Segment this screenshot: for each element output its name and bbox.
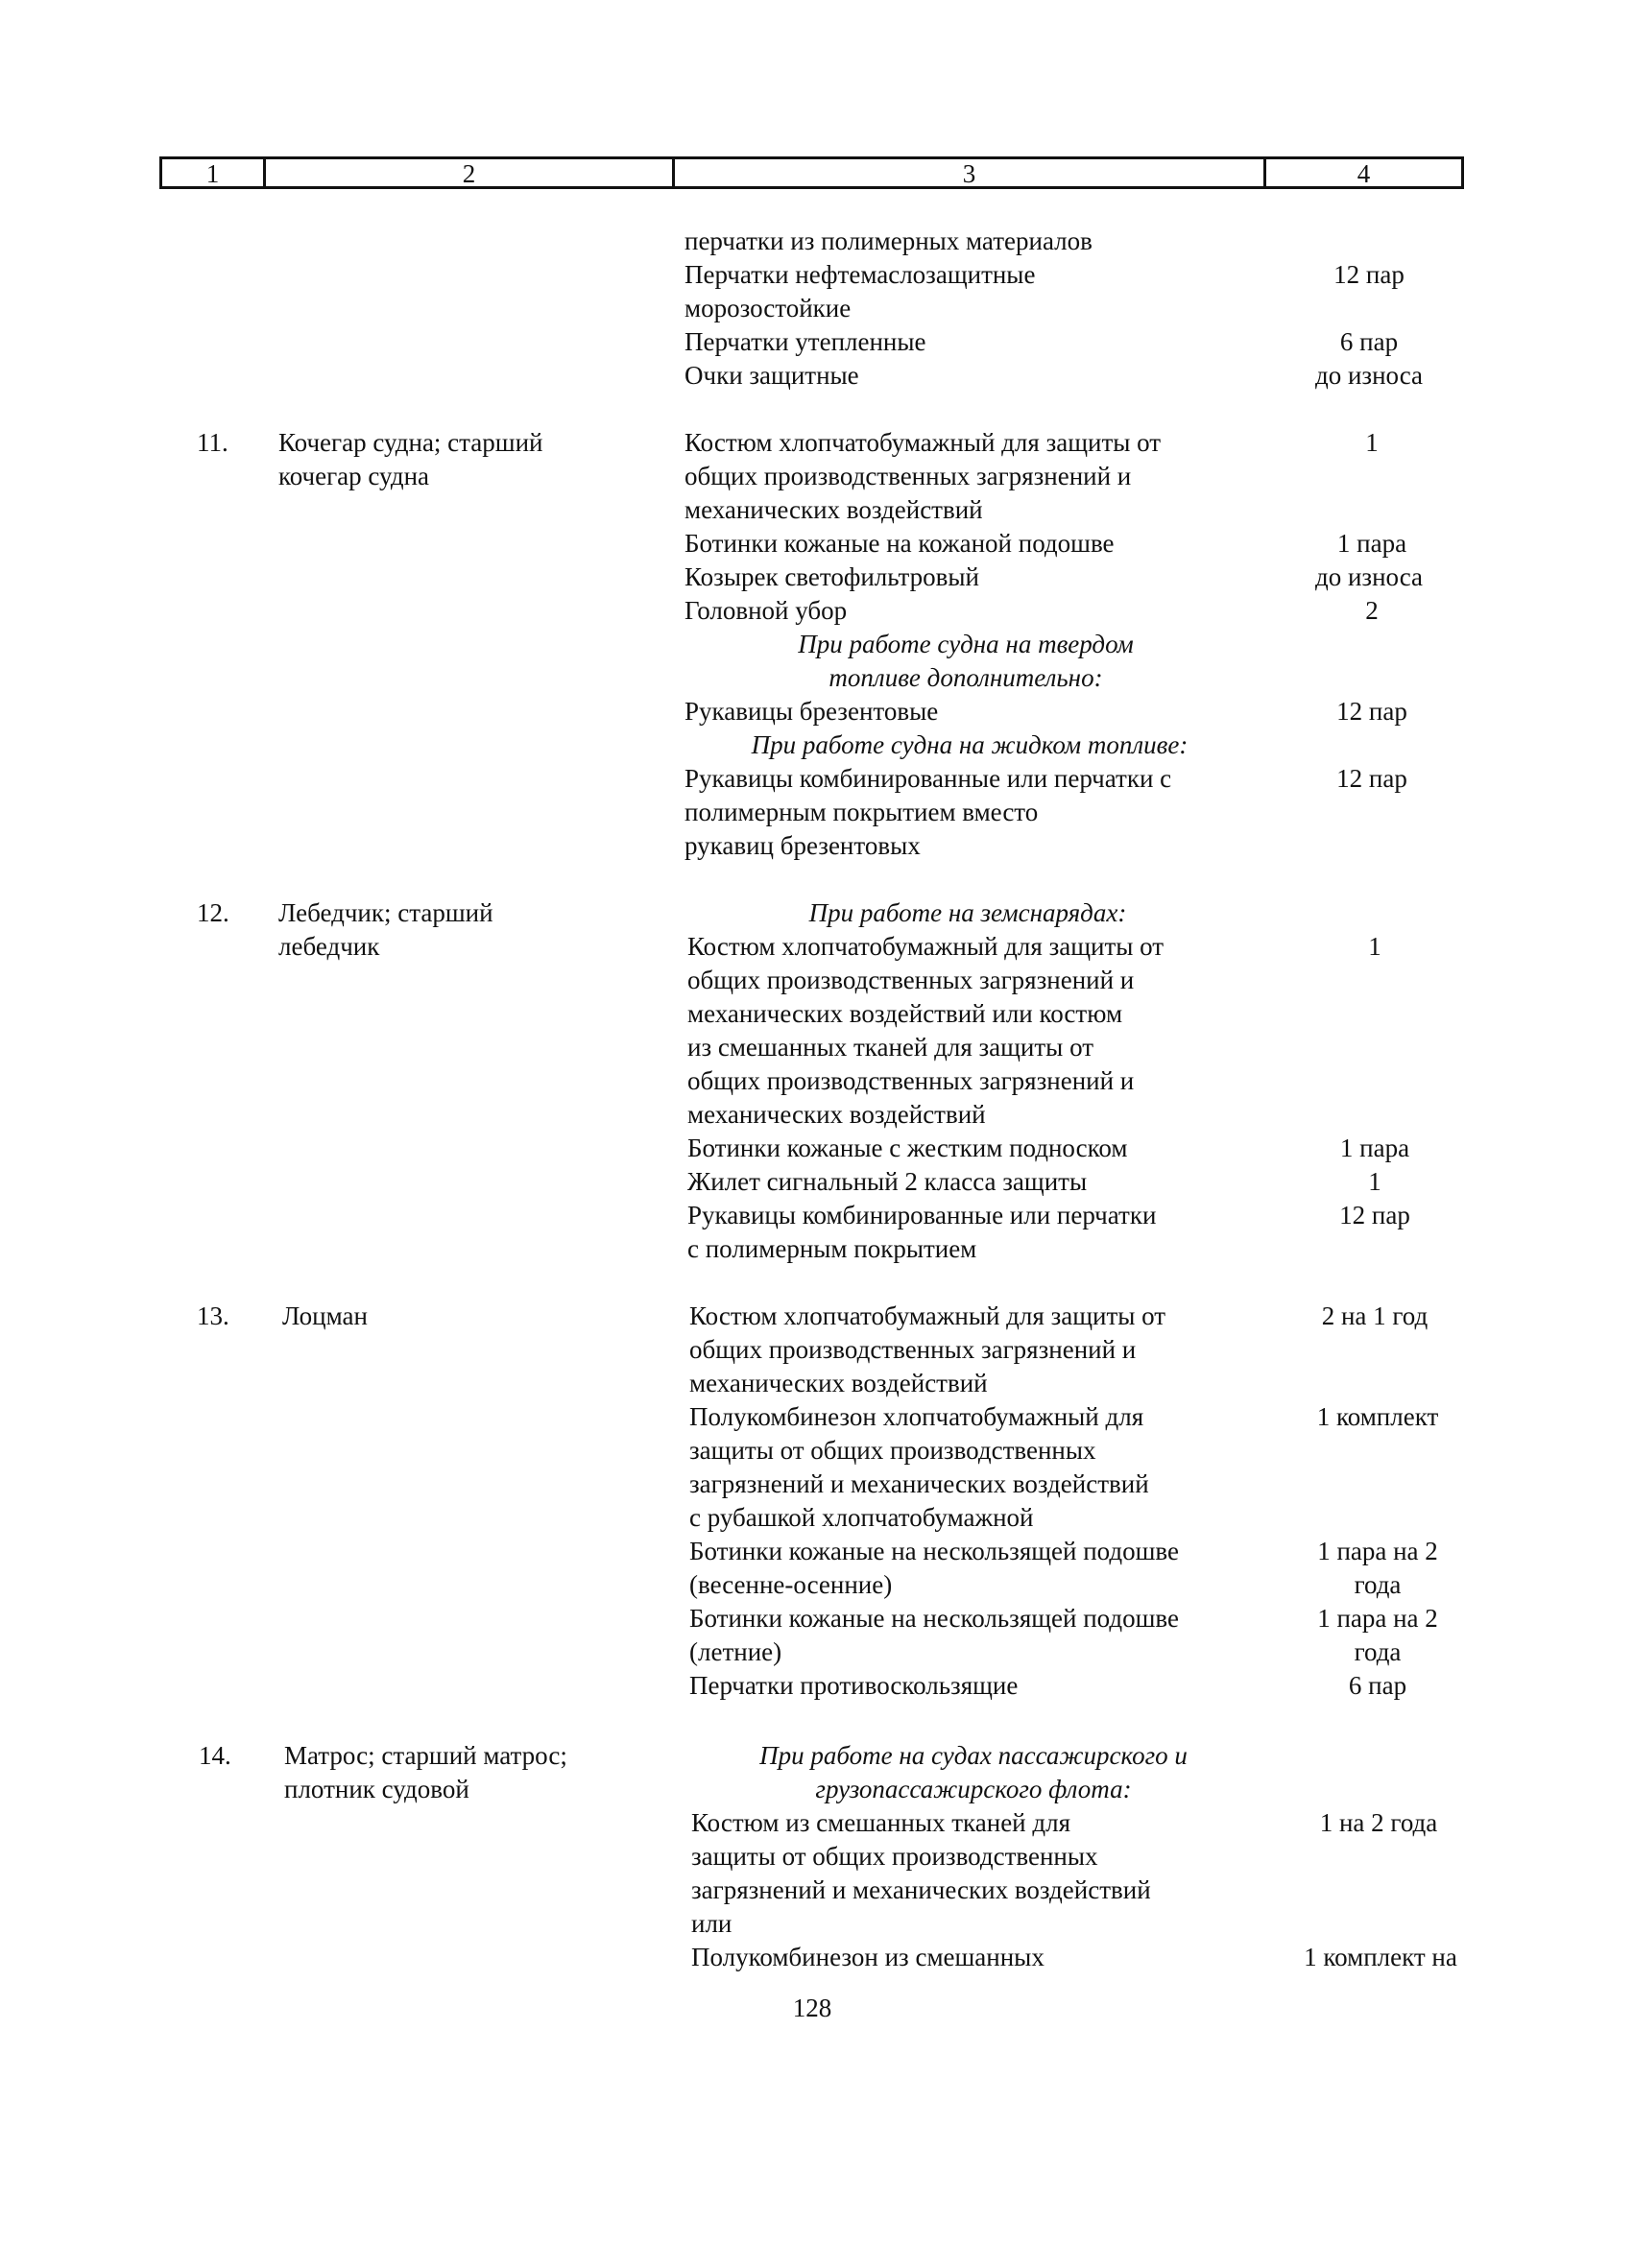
item-text: Полукомбинезон из смешанных — [691, 1943, 1045, 1971]
quantity: до износа — [1314, 361, 1424, 390]
condition-note: При работе судна на твердом — [798, 630, 1134, 658]
quantity: 2 на 1 год — [1321, 1301, 1429, 1330]
row-number: 13. — [197, 1301, 229, 1330]
item-text: перчатки из полимерных материалов — [684, 227, 1093, 255]
column-header-3: 3 — [962, 159, 976, 188]
item-text: с полимерным покрытием — [687, 1234, 977, 1263]
job-title: Лоцман — [282, 1301, 368, 1330]
item-text: Костюм хлопчатобумажный для защиты от — [687, 932, 1165, 961]
row-number: 11. — [197, 428, 228, 457]
condition-note: топливе дополнительно: — [829, 663, 1103, 692]
item-text: Перчатки утепленные — [684, 327, 926, 356]
item-text: Ботинки кожаные на кожаной подошве — [684, 529, 1115, 558]
quantity: 12 пар — [1336, 697, 1407, 726]
item-text: Перчатки нефтемаслозащитные — [684, 260, 1036, 289]
item-text: полимерным покрытием вместо — [684, 798, 1039, 826]
quantity: 12 пар — [1333, 260, 1405, 289]
row-number: 12. — [197, 898, 229, 927]
quantity: 6 пар — [1339, 327, 1399, 356]
item-text: (весенне-осенние) — [689, 1570, 893, 1599]
item-text: Рукавицы комбинированные или перчатки с — [684, 764, 1172, 793]
item-text: Ботинки кожаные на нескользящей подошве — [689, 1604, 1179, 1633]
condition-note: грузопассажирского флота: — [815, 1775, 1132, 1803]
item-text: Костюм хлопчатобумажный для защиты от — [689, 1301, 1166, 1330]
page-number: 128 — [792, 1993, 832, 2022]
item-text: рукавиц брезентовых — [684, 831, 921, 860]
item-text: Головной убор — [684, 596, 848, 625]
quantity: 1 — [1365, 428, 1379, 457]
item-text: механических воздействий или костюм — [687, 999, 1123, 1028]
item-text: общих производственных загрязнений и — [689, 1335, 1137, 1364]
item-text: механических воздействий — [684, 495, 983, 524]
item-text: морозостойкие — [684, 294, 852, 322]
item-text: или — [691, 1909, 732, 1938]
item-text: Жилет сигнальный 2 класса защиты — [687, 1167, 1088, 1196]
item-text: Костюм хлопчатобумажный для защиты от — [684, 428, 1162, 457]
condition-note: При работе на земснарядах: — [808, 898, 1127, 927]
item-text: Козырек светофильтровый — [684, 562, 979, 591]
job-title: кочегар судна — [278, 462, 430, 490]
row-number: 14. — [199, 1741, 231, 1770]
column-header-2: 2 — [462, 159, 476, 188]
quantity: года — [1354, 1637, 1402, 1666]
item-text: с рубашкой хлопчатобумажной — [689, 1503, 1034, 1532]
quantity: 1 — [1368, 1167, 1381, 1196]
item-text: Перчатки противоскользящие — [689, 1671, 1019, 1700]
item-text: общих производственных загрязнений и — [687, 966, 1135, 994]
item-text: загрязнений и механических воздействий — [691, 1875, 1151, 1904]
quantity: 12 пар — [1336, 764, 1407, 793]
quantity: 12 пар — [1339, 1201, 1410, 1229]
job-title: Матрос; старший матрос; — [284, 1741, 567, 1770]
column-header-4: 4 — [1357, 159, 1371, 188]
item-text: защиты от общих производственных — [691, 1842, 1098, 1871]
quantity: 1 комплект на — [1304, 1943, 1457, 1971]
condition-note: При работе на судах пассажирского и — [759, 1741, 1188, 1770]
item-text: Рукавицы брезентовые — [684, 697, 939, 726]
quantity: 1 комплект — [1316, 1402, 1439, 1431]
column-header-1: 1 — [205, 159, 220, 188]
item-text: (летние) — [689, 1637, 782, 1666]
quantity: 1 пара на 2 — [1317, 1537, 1438, 1565]
job-title: Лебедчик; старший — [278, 898, 493, 927]
item-text: Костюм из смешанных тканей для — [691, 1808, 1071, 1837]
quantity: до износа — [1314, 562, 1424, 591]
quantity: 6 пар — [1348, 1671, 1407, 1700]
item-text: защиты от общих производственных — [689, 1436, 1096, 1465]
quantity: 1 — [1368, 932, 1381, 961]
quantity: 1 пара — [1336, 529, 1407, 558]
quantity: 2 — [1365, 596, 1379, 625]
quantity: года — [1354, 1570, 1402, 1599]
item-text: общих производственных загрязнений и — [687, 1066, 1135, 1095]
job-title: Кочегар судна; старший — [278, 428, 543, 457]
item-text: из смешанных тканей для защиты от — [687, 1033, 1094, 1062]
condition-note: При работе судна на жидком топливе: — [751, 730, 1189, 759]
job-title: лебедчик — [278, 932, 380, 961]
column-header-row — [159, 156, 1464, 189]
item-text: Полукомбинезон хлопчатобумажный для — [689, 1402, 1144, 1431]
quantity: 1 на 2 года — [1319, 1808, 1438, 1837]
item-text: механических воздействий — [689, 1369, 988, 1397]
item-text: Очки защитные — [684, 361, 859, 390]
quantity: 1 пара на 2 — [1317, 1604, 1438, 1633]
job-title: плотник судовой — [284, 1775, 469, 1803]
item-text: Рукавицы комбинированные или перчатки — [687, 1201, 1157, 1229]
item-text: Ботинки кожаные на нескользящей подошве — [689, 1537, 1179, 1565]
quantity: 1 пара — [1339, 1134, 1410, 1162]
item-text: загрязнений и механических воздействий — [689, 1469, 1149, 1498]
item-text: Ботинки кожаные с жестким подноском — [687, 1134, 1128, 1162]
item-text: механических воздействий — [687, 1100, 986, 1129]
item-text: общих производственных загрязнений и — [684, 462, 1132, 490]
